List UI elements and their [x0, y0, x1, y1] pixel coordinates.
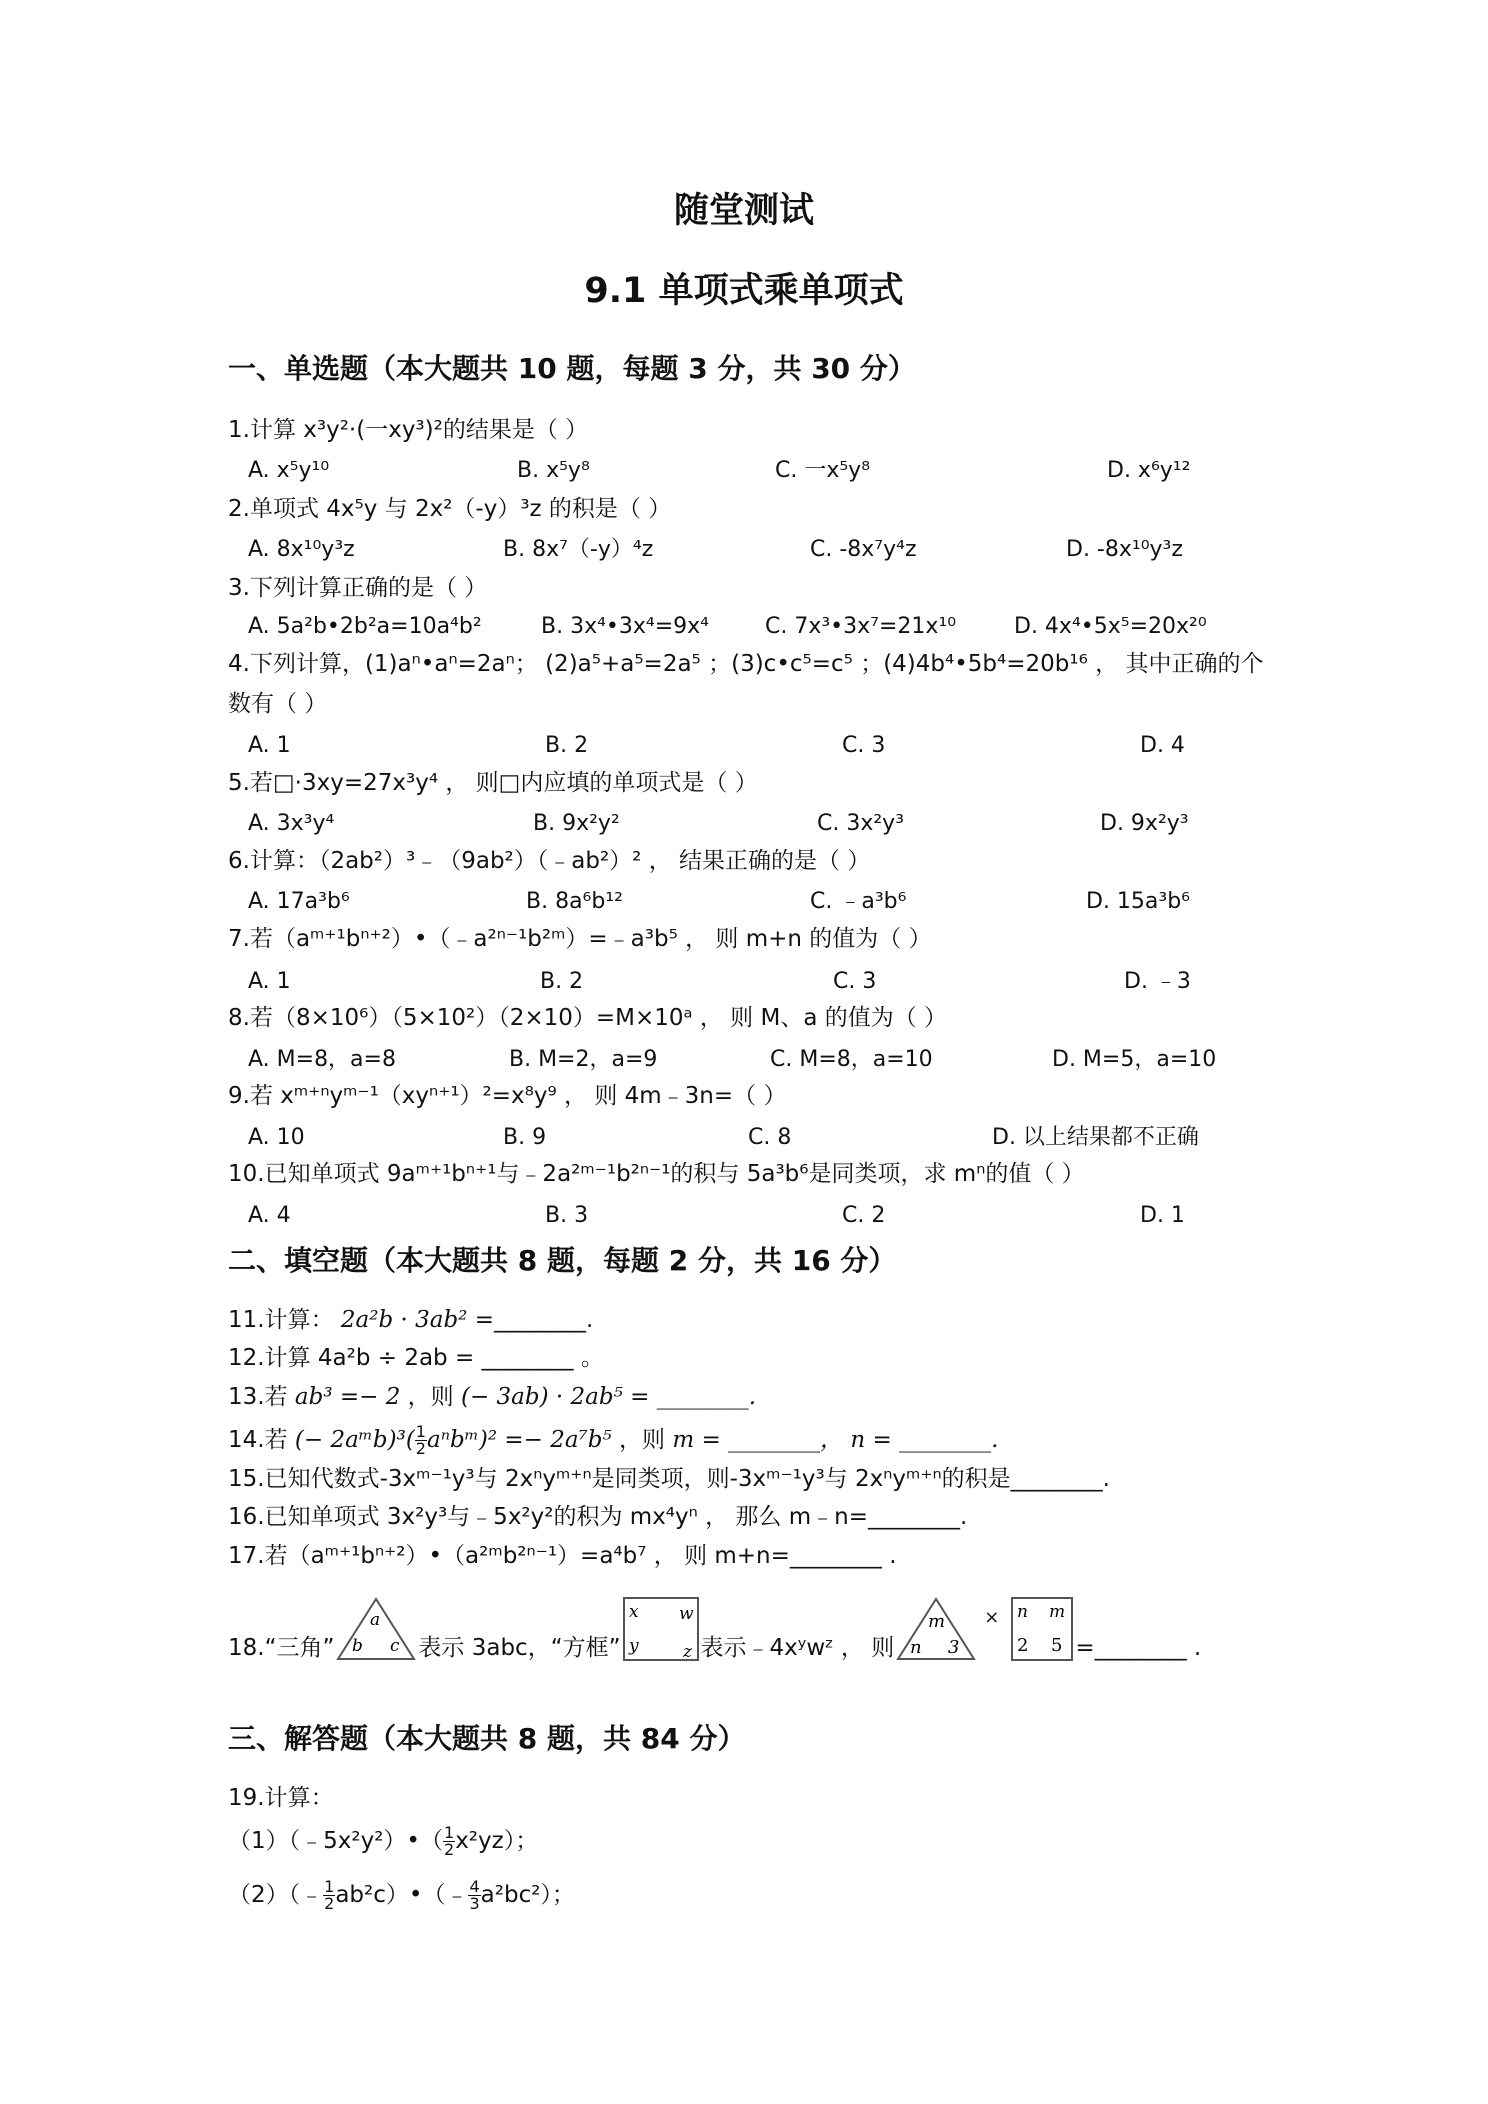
question-14-expression-left: (− 2aᵐb)³(: [294, 1427, 415, 1453]
box-diagram-xywz: [621, 1595, 701, 1663]
fraction-denominator: 2: [444, 1840, 455, 1859]
question-7-option-d: D. ﹣3: [1124, 969, 1191, 994]
question-17: 17.若（aᵐ⁺¹bⁿ⁺²）•（a²ᵐb²ⁿ⁻¹）=a⁴b⁷ ， 则 m+n=________ .: [228, 1543, 897, 1569]
question-19-stem: 19.计算：: [228, 1785, 334, 1811]
question-12: 12.计算 4a²b ÷ 2ab = ________ 。: [228, 1345, 604, 1371]
question-18-part-3: 表示﹣4xʸwᶻ ， 则: [700, 1635, 895, 1662]
section-heading-fill-in: 二、填空题（本大题共 8 题，每题 2 分，共 16 分）: [228, 1244, 897, 1277]
question-19-part-1-right: x²yz）；: [455, 1828, 539, 1854]
question-8-option-c: C. M=8，a=10: [770, 1047, 933, 1072]
question-14-fraction-denominator: 2: [415, 1439, 426, 1458]
question-7-option-c: C. 3: [833, 969, 877, 994]
triangle2-label-left: n: [910, 1637, 922, 1658]
question-4-stem: 4.下列计算，(1)aⁿ•aⁿ=2aⁿ； (2)a⁵+a⁵=2a⁵ ；(3)c•c⁵=c⁵ ；(4)4b⁴•5b⁴=20b¹⁶ ， 其中正确的个: [228, 651, 1264, 677]
question-19-part-2: [228, 1879, 575, 1912]
question-6-option-d: D. 15a³b⁶: [1086, 889, 1191, 914]
box2-label-bottom-left: 2: [1017, 1635, 1029, 1656]
question-6-option-b: B. 8a⁶b¹²: [526, 889, 623, 914]
box-label-bottom-left: y: [628, 1636, 639, 1656]
box2-label-bottom-right: 5: [1051, 1635, 1063, 1656]
question-19-part-1-fraction: [443, 1825, 455, 1858]
box-label-top-right: w: [678, 1604, 694, 1624]
question-14-n-blank: n = ________.: [850, 1427, 999, 1453]
question-18: [228, 1591, 1201, 1663]
question-18-part-1: 18.“三角”: [228, 1635, 335, 1662]
section-heading-multiple-choice: 一、单选题（本大题共 10 题，每题 3 分，共 30 分）: [228, 352, 916, 385]
question-8-stem: 8.若（8×10⁶）（5×10²）（2×10）=M×10ᵃ ， 则 M、a 的值为（ ）: [228, 1005, 948, 1031]
question-16: 16.已知单项式 3x²y³与﹣5x²y²的积为 mx⁴yⁿ ， 那么 m﹣n=________.: [228, 1504, 968, 1530]
question-6-option-a: A. 17a³b⁶: [248, 889, 350, 914]
question-3-option-a: A. 5a²b•2b²a=10a⁴b²: [248, 614, 482, 639]
times-symbol: ×: [984, 1607, 1000, 1629]
question-13-mid: ，则: [407, 1384, 461, 1410]
question-10-option-b: B. 3: [545, 1203, 589, 1228]
page-title: 随堂测试: [673, 191, 814, 231]
box2-label-top-left: n: [1017, 1602, 1029, 1622]
question-2-option-a: A. 8x¹⁰y³z: [248, 537, 355, 562]
question-6-option-c: C. ﹣a³b⁶: [810, 889, 907, 914]
question-9-option-c: C. 8: [748, 1125, 792, 1150]
question-8-option-d: D. M=5，a=10: [1052, 1047, 1217, 1072]
question-15: 15.已知代数式-3xᵐ⁻¹y³与 2xⁿyᵐ⁺ⁿ是同类项，则-3xᵐ⁻¹y³与 2xⁿyᵐ⁺ⁿ的积是________.: [228, 1466, 1110, 1492]
triangle-label-right: c: [390, 1636, 400, 1656]
section-heading-solutions: 三、解答题（本大题共 8 题，共 84 分）: [228, 1722, 746, 1755]
question-5-option-c: C. 3x²y³: [817, 811, 905, 836]
question-11: [228, 1307, 593, 1335]
question-19-part-2-right: a²bc²）；: [480, 1882, 575, 1908]
question-3-option-d: D. 4x⁴•5x⁵=20x²⁰: [1014, 614, 1207, 639]
question-7-option-b: B. 2: [540, 969, 584, 994]
question-14-expression-right: aⁿbᵐ)² =− 2a⁷b⁵: [426, 1427, 612, 1453]
question-1-option-b: B. x⁵y⁸: [517, 458, 590, 483]
question-11-expression: 2a²b · 3ab²: [340, 1307, 468, 1333]
box-diagram-nm25: [1009, 1595, 1075, 1663]
question-11-prefix: 11.计算：: [228, 1307, 334, 1333]
question-9-option-a: A. 10: [248, 1125, 305, 1150]
question-4-option-b: B. 2: [545, 733, 589, 758]
question-9-stem: 9.若 xᵐ⁺ⁿyᵐ⁻¹（xyⁿ⁺¹）²=x⁸y⁹ ， 则 4m﹣3n=（ ）: [228, 1083, 787, 1109]
question-2-stem: 2.单项式 4x⁵y 与 2x²（-y）³z 的积是（ ）: [228, 496, 672, 522]
question-10-option-d: D. 1: [1140, 1203, 1185, 1228]
question-10-option-c: C. 2: [842, 1203, 886, 1228]
question-5-option-a: A. 3x³y⁴: [248, 811, 335, 836]
triangle-label-left: b: [352, 1636, 364, 1656]
question-13: [228, 1384, 756, 1412]
question-7-stem: 7.若（aᵐ⁺¹bⁿ⁺²）•（﹣a²ⁿ⁻¹b²ᵐ）=﹣a³b⁵ ， 则 m+n 的值为（ ）: [228, 926, 932, 952]
question-14-fraction-numerator: 1: [415, 1422, 426, 1441]
fraction-numerator: 1: [324, 1877, 335, 1896]
question-2-option-d: D. -8x¹⁰y³z: [1066, 537, 1183, 562]
question-14-mid: ，则: [619, 1427, 673, 1453]
question-18-answer-blank: =________ .: [1075, 1635, 1202, 1662]
question-13-expression: (− 3ab) · 2ab⁵ = ________.: [460, 1384, 757, 1410]
question-6-stem: 6.计算：（2ab²）³﹣（9ab²）（﹣ab²）² ， 结果正确的是（ ）: [228, 848, 871, 874]
fraction-denominator: 3: [469, 1894, 480, 1913]
question-7-option-a: A. 1: [248, 969, 291, 994]
question-5-option-b: B. 9x²y²: [533, 811, 620, 836]
question-19-part-2-middle: ab²c）•（﹣: [335, 1882, 469, 1908]
question-4-option-a: A. 1: [248, 733, 291, 758]
question-14-prefix: 14.若: [228, 1427, 295, 1453]
triangle-diagram-abc: [334, 1595, 418, 1663]
question-10-stem: 10.已知单项式 9aᵐ⁺¹bⁿ⁺¹与﹣2a²ᵐ⁻¹b²ⁿ⁻¹的积与 5a³b⁶是同类项，求 mⁿ的值（ ）: [228, 1161, 1085, 1187]
question-14-m-blank: m = ________，: [672, 1427, 844, 1453]
fraction-numerator: 1: [444, 1823, 455, 1842]
question-19-part-1: [228, 1825, 538, 1858]
fraction-denominator: 2: [324, 1894, 335, 1913]
question-1-option-a: A. x⁵y¹⁰: [248, 458, 330, 483]
question-4-option-c: C. 3: [842, 733, 886, 758]
question-4-stem-continued: 数有（ ）: [228, 691, 328, 717]
question-10-option-a: A. 4: [248, 1203, 291, 1228]
triangle2-label-top: m: [928, 1611, 946, 1632]
question-19-part-2-fraction-2: [468, 1879, 480, 1912]
fraction-numerator: 4: [469, 1877, 480, 1896]
question-19-part-1-left: （1）（﹣5x²y²）•（: [228, 1828, 443, 1854]
triangle-diagram-mn3: [894, 1595, 978, 1663]
question-11-blank: =________.: [474, 1307, 594, 1333]
question-14: [228, 1424, 998, 1457]
question-3-option-b: B. 3x⁴•3x⁴=9x⁴: [541, 614, 709, 639]
triangle-label-top: a: [370, 1610, 381, 1630]
question-2-option-c: C. -8x⁷y⁴z: [810, 537, 917, 562]
question-4-option-d: D. 4: [1140, 733, 1185, 758]
box-label-bottom-right: z: [682, 1642, 692, 1662]
question-1-option-c: C. 一x⁵y⁸: [775, 458, 871, 483]
question-18-part-2: 表示 3abc，“方框”: [418, 1635, 621, 1662]
question-1-stem: 1.计算 x³y²·(一xy³)²的结果是（ ）: [228, 417, 589, 443]
question-9-option-d: D. 以上结果都不正确: [992, 1125, 1199, 1150]
question-19-part-2-left: （2）（﹣: [228, 1882, 324, 1908]
question-5-option-d: D. 9x²y³: [1100, 811, 1189, 836]
question-2-option-b: B. 8x⁷（-y）⁴z: [503, 537, 654, 562]
question-14-fraction: [415, 1424, 427, 1457]
question-8-option-a: A. M=8，a=8: [248, 1047, 396, 1072]
question-13-condition: ab³ =− 2: [294, 1384, 401, 1410]
question-3-option-c: C. 7x³•3x⁷=21x¹⁰: [765, 614, 957, 639]
page-subtitle: 9.1 单项式乘单项式: [584, 271, 904, 311]
box2-label-top-right: m: [1049, 1602, 1066, 1622]
question-13-prefix: 13.若: [228, 1384, 295, 1410]
box-label-top-left: x: [628, 1602, 639, 1622]
question-9-option-b: B. 9: [503, 1125, 547, 1150]
question-3-stem: 3.下列计算正确的是（ ）: [228, 575, 488, 601]
triangle2-label-right: 3: [948, 1637, 960, 1658]
question-1-option-d: D. x⁶y¹²: [1107, 458, 1191, 483]
question-8-option-b: B. M=2，a=9: [509, 1047, 658, 1072]
question-5-stem: 5.若□·3xy=27x³y⁴ ， 则□内应填的单项式是（ ）: [228, 770, 758, 796]
question-19-part-2-fraction-1: [323, 1879, 335, 1912]
